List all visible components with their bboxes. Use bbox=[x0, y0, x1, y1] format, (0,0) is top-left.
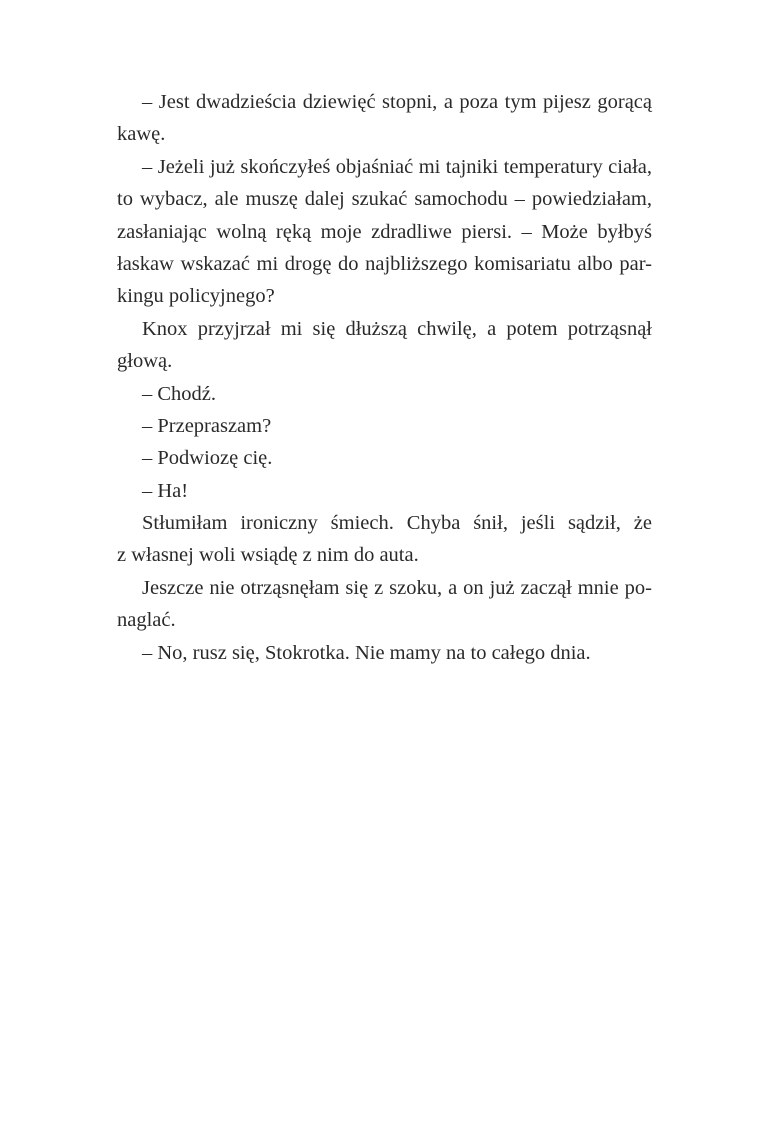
text-line: to wybacz, ale muszę dalej szukać samochodu – powiedziałam, bbox=[117, 188, 652, 211]
text-line: – Ha! bbox=[142, 479, 189, 502]
text-line: – Chodź. bbox=[142, 382, 217, 405]
text-line: Knox przyjrzał mi się dłuższą chwilę, a potem potrząsnął bbox=[142, 317, 652, 340]
text-line: – Przepraszam? bbox=[142, 414, 272, 437]
text-line: kawę. bbox=[117, 123, 166, 146]
text-line: z własnej woli wsiądę z nim do auta. bbox=[117, 544, 419, 567]
body-text bbox=[117, 86, 652, 669]
text-line: Jeszcze nie otrząsnęłam się z szoku, a on już zaczął mnie po- bbox=[142, 576, 652, 599]
text-line: naglać. bbox=[117, 609, 176, 632]
text-line: zasłaniając wolną ręką moje zdradliwe piersi. – Może byłbyś bbox=[117, 220, 652, 243]
text-line: łaskaw wskazać mi drogę do najbliższego komisariatu albo par- bbox=[117, 252, 652, 275]
text-line: głową. bbox=[117, 350, 173, 373]
text-line: kingu policyjnego? bbox=[117, 285, 275, 308]
text-line: – Jest dwadzieścia dziewięć stopni, a poza tym pijesz gorącą bbox=[142, 91, 652, 113]
text-line: – No, rusz się, Stokrotka. Nie mamy na to całego dnia. bbox=[142, 641, 591, 664]
text-line: – Jeżeli już skończyłeś objaśniać mi tajniki temperatury ciała, bbox=[142, 155, 652, 178]
text-line: – Podwiozę cię. bbox=[142, 447, 273, 470]
text-line: Stłumiłam ironiczny śmiech. Chyba śnił, jeśli sądził, że bbox=[142, 512, 652, 535]
